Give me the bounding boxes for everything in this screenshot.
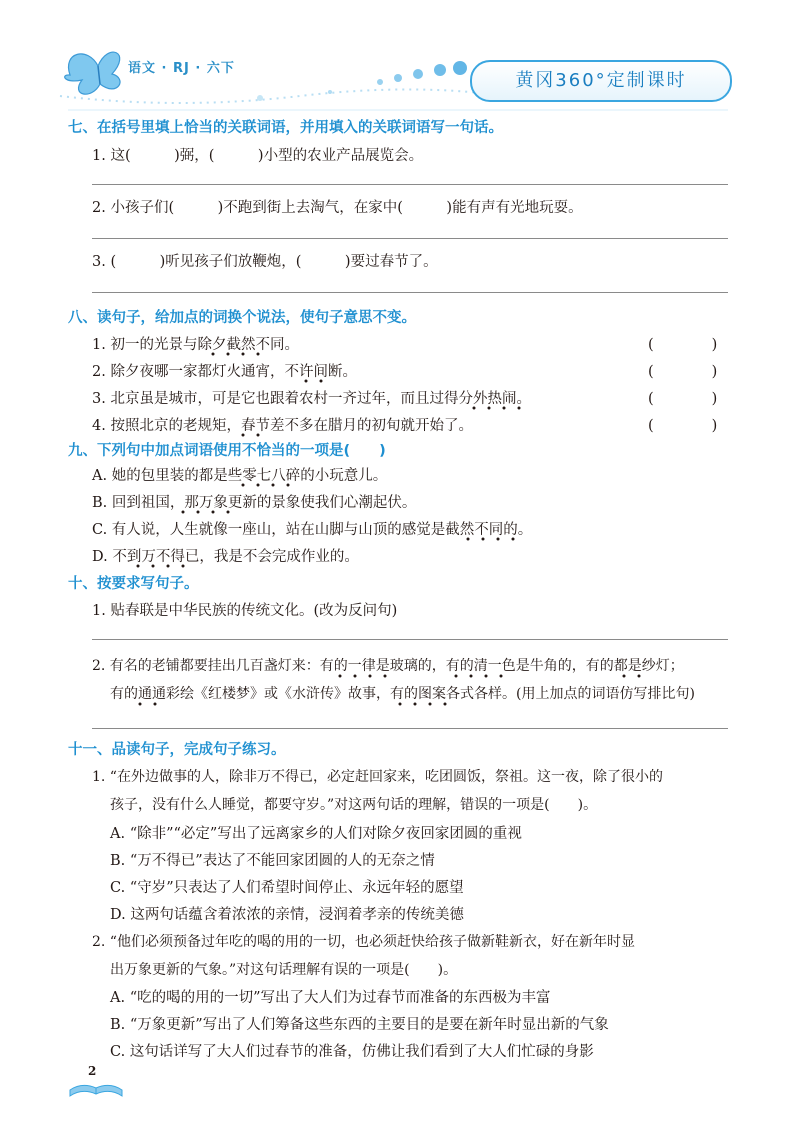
subject-label: 语文 · RJ · 六下 [128, 61, 235, 76]
s8-item-1: 1. 初一的光景与除夕截然不同。 [92, 337, 299, 353]
butterfly-icon [65, 52, 120, 94]
brand-badge: 黄冈360°定制课时 [470, 60, 732, 102]
answer-line[interactable] [92, 292, 728, 293]
section-7-title: 七、在括号里填上恰当的关联词语，并用填入的关联词语写一句话。 [68, 120, 503, 136]
section-8-title: 八、读句子，给加点的词换个说法，使句子意思不变。 [68, 310, 416, 326]
s7-question-1: 1. 这( )弼，( )小型的农业产品展览会。 [92, 148, 424, 164]
section-11-title: 十一、品读句子，完成句子练习。 [68, 742, 286, 758]
s8-item-4: 4. 按照北京的老规矩，春节差不多在腊月的初旬就开始了。 [92, 418, 473, 434]
answer-blank[interactable]: ( ) [648, 337, 718, 353]
section-9-title: 九、下列句中加点词语使用不恰当的一项是( ) [68, 443, 386, 459]
s9-option-c: C. 有人说，人生就像一座山，站在山脚与山顶的感觉是截然不同的。 [92, 522, 533, 538]
s8-item-2: 2. 除夕夜哪一家都灯火通宵，不许间断。 [92, 364, 357, 380]
s10-question-2-line-2: 有的通通彩绘《红楼梦》或《水浒传》故事，有的图案各式各样。(用上加点的词语仿写排比句) [110, 686, 695, 702]
s11-q2-option-a: A. “吃的喝的用的一切”写出了大人们为过春节而准备的东西极为丰富 [110, 990, 551, 1006]
s9-option-a: A. 她的包里装的都是些零七八碎的小玩意儿。 [92, 468, 388, 484]
s10-question-1: 1. 贴春联是中华民族的传统文化。(改为反问句) [92, 603, 398, 619]
answer-blank[interactable]: ( ) [648, 364, 718, 380]
answer-line[interactable] [92, 184, 728, 185]
s9-option-b: B. 回到祖国，那万象更新的景象使我们心潮起伏。 [92, 495, 417, 511]
s11-q1-line-2: 孩子，没有什么人睡觉，都要守岁。”对这两句话的理解，错误的一项是( )。 [110, 797, 598, 813]
s7-question-3: 3. ( )听见孩子们放鞭炮，( )要过春节了。 [92, 254, 438, 270]
section-10-title: 十、按要求写句子。 [68, 576, 199, 592]
s11-q1-option-a: A. “除非”“必定”写出了远离家乡的人们对除夕夜回家团圆的重视 [110, 826, 522, 842]
answer-line[interactable] [92, 728, 728, 729]
s11-q2-line-1: 2. “他们必须预备过年吃的喝的用的一切，也必须赶快给孩子做新鞋新衣，好在新年时显 [92, 934, 635, 950]
answer-blank[interactable]: ( ) [648, 391, 718, 407]
answer-line[interactable] [92, 639, 728, 640]
answer-line[interactable] [92, 238, 728, 239]
s7-question-2: 2. 小孩子们( )不跑到街上去淘气，在家中( )能有声有光地玩耍。 [92, 200, 583, 216]
s11-q2-option-c: C. 这句话详写了大人们过春节的准备，仿佛让我们看到了大人们忙碌的身影 [110, 1044, 594, 1060]
page-number: 2 [88, 1064, 97, 1078]
s11-q1-option-d: D. 这两句话蕴含着浓浓的亲情，浸润着孝亲的传统美德 [110, 907, 464, 923]
s8-item-3: 3. 北京虽是城市，可是它也跟着农村一齐过年，而且过得分外热闹。 [92, 391, 531, 407]
page-header [0, 0, 794, 118]
s11-q2-line-2: 出万象更新的气象。”对这句话理解有误的一项是( )。 [110, 962, 458, 978]
s10-question-2-line-1: 2. 有名的老铺都要挂出几百盏灯来：有的一律是玻璃的，有的清一色是牛角的，有的都是纱灯； [92, 658, 684, 674]
answer-blank[interactable]: ( ) [648, 418, 718, 434]
s9-option-d: D. 不到万不得已，我是不会完成作业的。 [92, 549, 359, 565]
s11-q1-option-b: B. “万不得已”表达了不能回家团圆的人的无奈之情 [110, 853, 435, 869]
s11-q1-line-1: 1. “在外边做事的人，除非万不得已，必定赶回家来，吃团圆饭，祭祖。这一夜，除了很小的 [92, 769, 663, 785]
s11-q2-option-b: B. “万象更新”写出了人们筹备这些东西的主要目的是要在新年时显出新的气象 [110, 1017, 609, 1033]
s11-q1-option-c: C. “守岁”只表达了人们希望时间停止、永远年轻的愿望 [110, 880, 464, 896]
